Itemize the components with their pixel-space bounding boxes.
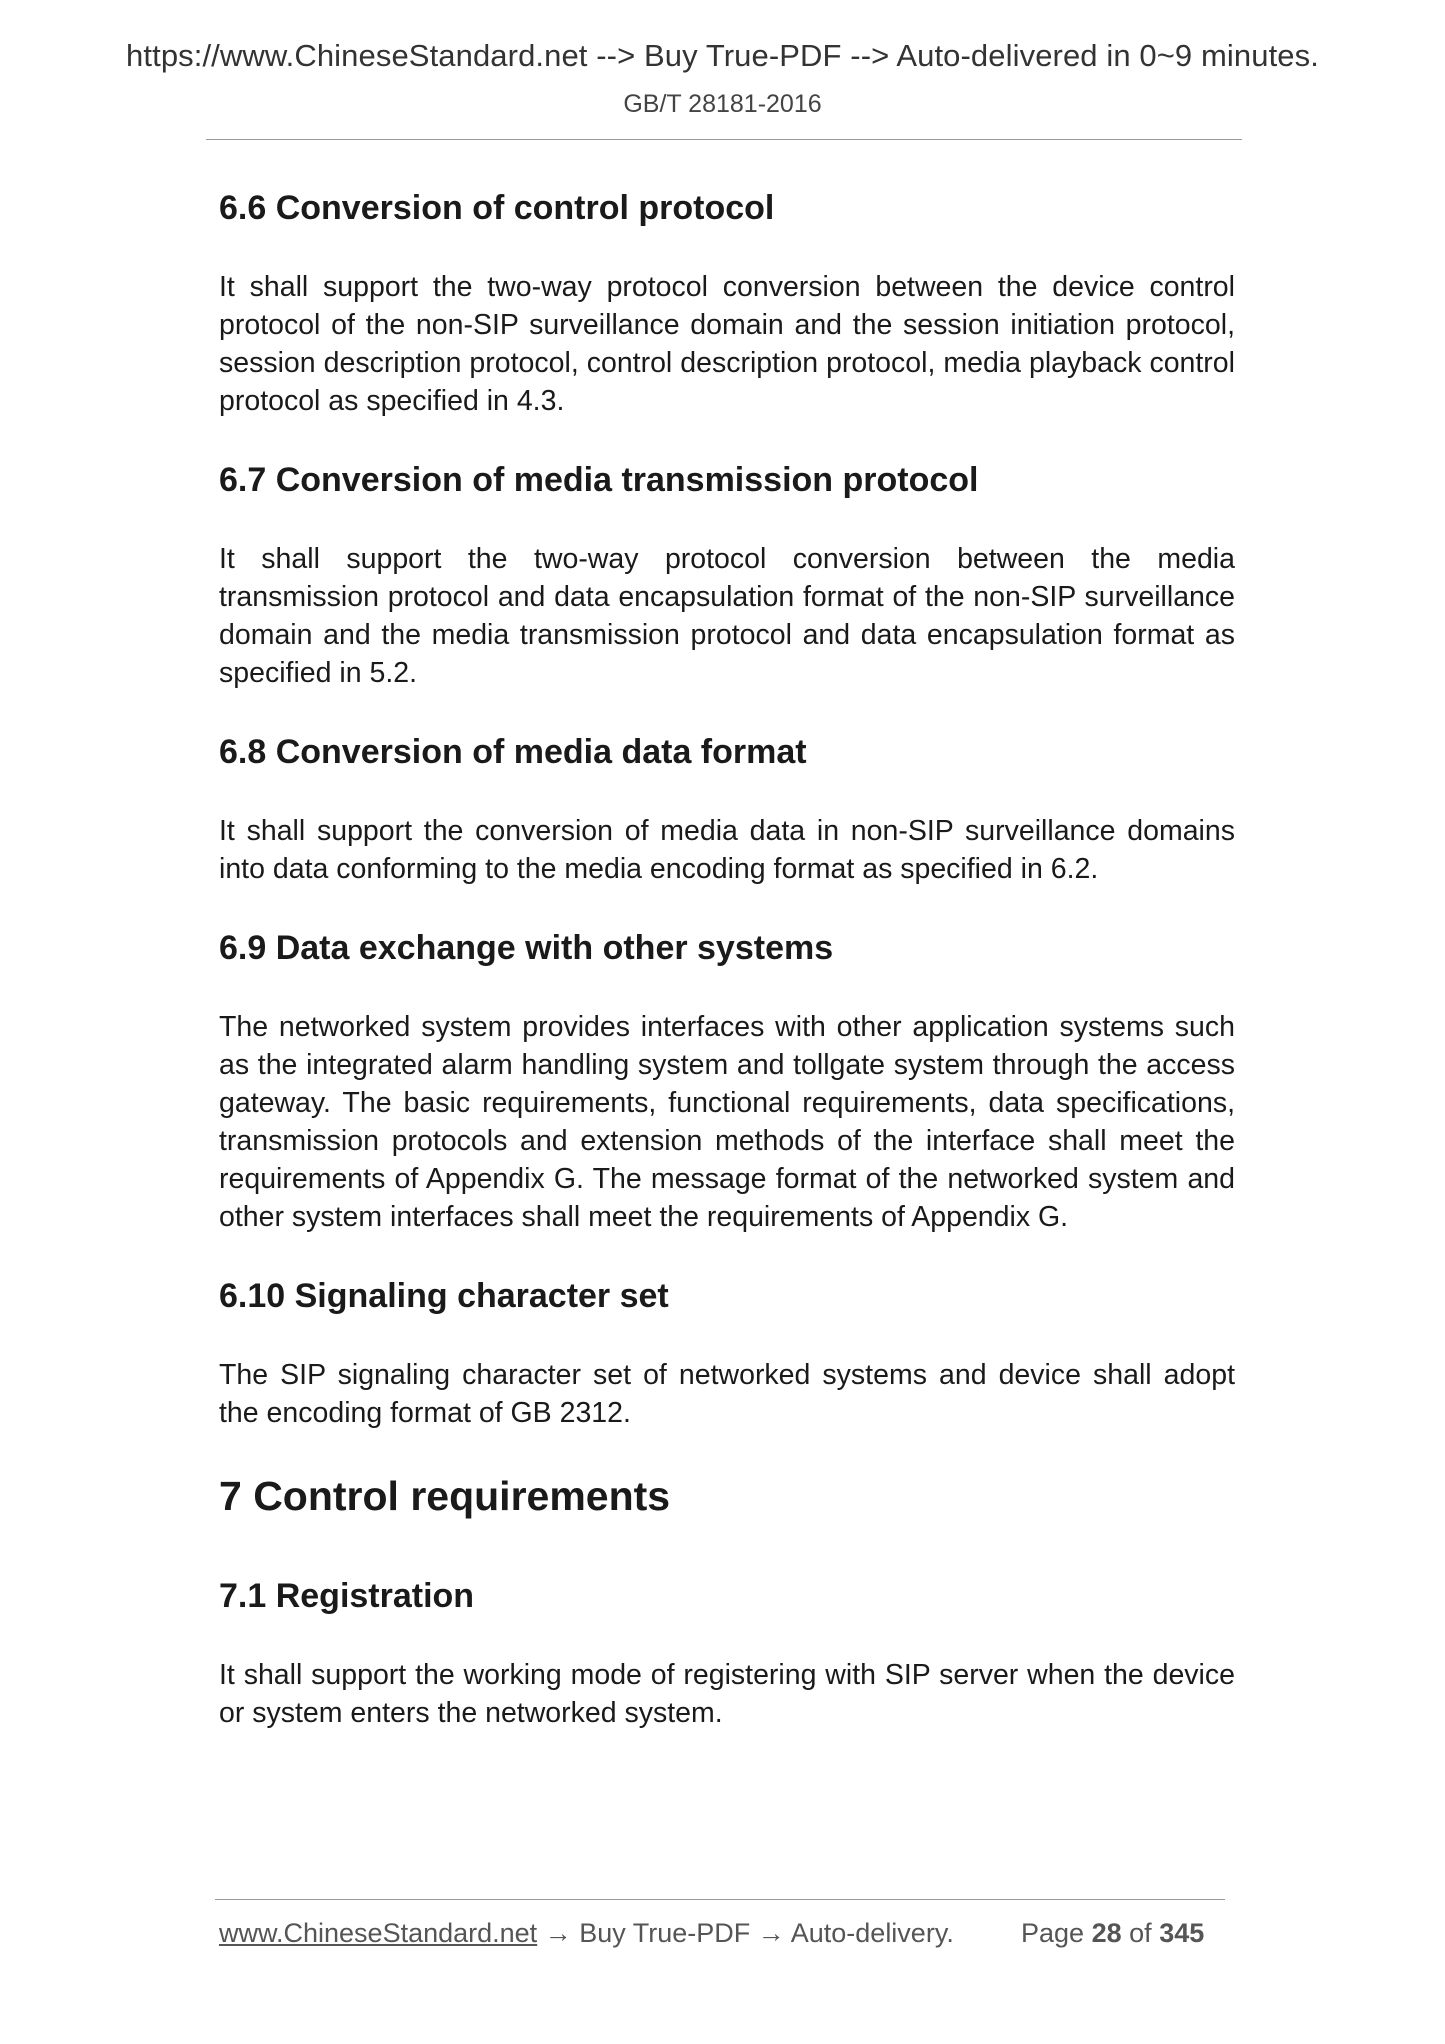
header-divider bbox=[206, 139, 1242, 140]
footer-site-link[interactable]: www.ChineseStandard.net bbox=[219, 1918, 538, 1948]
section-heading-6-8: 6.8 Conversion of media data format bbox=[219, 733, 807, 771]
section-body-6-9: The networked system provides interfaces with other application systems such as the integrated alarm handling system and tollgate system through the access gateway. The basic requirements, functional requirements, data specifications, transmission protocols and extension methods of the interface shall meet the requirements of Appendix G. The message format of the networked system and other system interfaces shall meet the requirements of Appendix G. bbox=[219, 1011, 1235, 1233]
total-pages: 345 bbox=[1159, 1918, 1205, 1948]
section-heading-6-7: 6.7 Conversion of media transmission protocol bbox=[219, 461, 979, 499]
section-body-6-10: The SIP signaling character set of networked systems and device shall adopt the encoding format of GB 2312. bbox=[219, 1359, 1235, 1429]
page-label: Page bbox=[1021, 1918, 1085, 1948]
page-indicator bbox=[1021, 1918, 1204, 1949]
section-body-6-7: It shall support the two-way protocol conversion between the media transmission protocol and data encapsulation format of the non-SIP surveillance domain and the media transmission protocol and data encapsulation format as specified in 5.2. bbox=[219, 543, 1235, 689]
footer-divider bbox=[215, 1899, 1225, 1900]
chapter-heading-7: 7 Control requirements bbox=[219, 1473, 671, 1519]
page-footer bbox=[219, 1918, 1229, 1949]
standard-code: GB/T 28181-2016 bbox=[623, 90, 822, 118]
footer-delivery-text: → Buy True-PDF → Auto-delivery. bbox=[537, 1918, 954, 1948]
top-banner: https://www.ChineseStandard.net --> Buy True-PDF --> Auto-delivered in 0~9 minutes. bbox=[126, 38, 1319, 73]
section-heading-7-1: 7.1 Registration bbox=[219, 1577, 475, 1615]
section-body-7-1: It shall support the working mode of registering with SIP server when the device or system enters the networked system. bbox=[219, 1659, 1235, 1729]
section-heading-6-6: 6.6 Conversion of control protocol bbox=[219, 189, 775, 227]
document-body bbox=[219, 186, 1235, 1770]
of-label: of bbox=[1129, 1918, 1152, 1948]
section-body-6-8: It shall support the conversion of media data in non-SIP surveillance domains into data conforming to the media encoding format as specified in 6.2. bbox=[219, 815, 1235, 885]
section-body-6-6: It shall support the two-way protocol conversion between the device control protocol of the non-SIP surveillance domain and the session initiation protocol, session description protocol, control description protocol, media playback control protocol as specified in 4.3. bbox=[219, 271, 1235, 417]
section-heading-6-9: 6.9 Data exchange with other systems bbox=[219, 929, 834, 967]
page-number: 28 bbox=[1091, 1918, 1122, 1948]
section-heading-6-10: 6.10 Signaling character set bbox=[219, 1277, 669, 1315]
